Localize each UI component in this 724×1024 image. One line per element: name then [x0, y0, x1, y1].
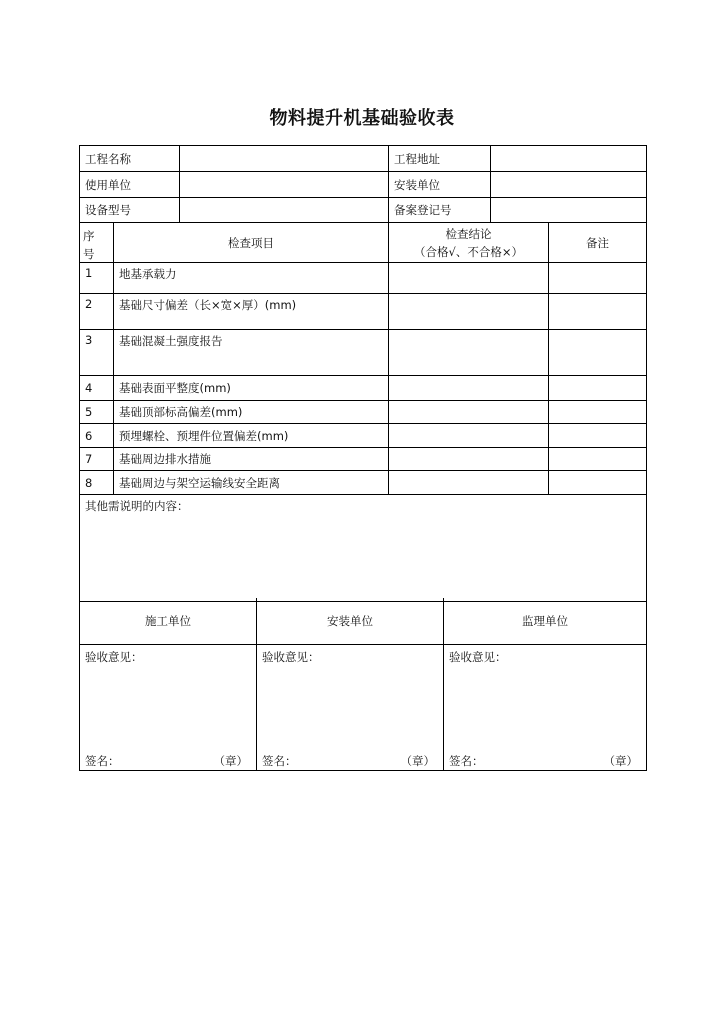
supervision-unit-header: 监理单位 — [444, 598, 647, 644]
item-no: 3 — [80, 330, 114, 376]
signoff-table — [79, 598, 647, 771]
item-header: 检查项目 — [114, 223, 389, 263]
conclusion-field[interactable] — [389, 330, 549, 376]
project-name-label: 工程名称 — [80, 146, 180, 172]
seq-header-top: 序 — [83, 228, 95, 243]
construction-opinion-cell[interactable] — [80, 644, 257, 770]
item-label: 预埋螺栓、预埋件位置偏差(mm) — [114, 424, 389, 448]
conclusion-field[interactable] — [389, 424, 549, 448]
remarks-field[interactable] — [549, 294, 647, 330]
remarks-field[interactable] — [549, 424, 647, 448]
item-label: 地基承载力 — [114, 263, 389, 294]
sign-label: 签名： — [85, 753, 120, 768]
page-title: 物料提升机基础验收表 — [269, 108, 455, 129]
item-label: 基础顶部标高偏差(mm) — [114, 401, 389, 424]
item-no: 1 — [80, 263, 114, 294]
project-name-field[interactable] — [180, 146, 389, 172]
user-unit-field[interactable] — [180, 172, 389, 198]
remarks-header: 备注 — [549, 223, 647, 263]
item-no: 2 — [80, 294, 114, 330]
conclusion-field[interactable] — [389, 263, 549, 294]
other-notes[interactable] — [80, 495, 647, 602]
equipment-model-label: 设备型号 — [80, 198, 180, 223]
remarks-field[interactable] — [549, 448, 647, 471]
other-notes-label: 其他需说明的内容： — [85, 499, 189, 513]
remarks-field[interactable] — [549, 376, 647, 401]
conclusion-field[interactable] — [389, 448, 549, 471]
item-no: 7 — [80, 448, 114, 471]
item-no: 4 — [80, 376, 114, 401]
remarks-field[interactable] — [549, 330, 647, 376]
remarks-field[interactable] — [549, 263, 647, 294]
install-opinion-cell[interactable] — [257, 644, 444, 770]
seal-label: （章） — [400, 753, 435, 768]
seal-label: （章） — [213, 753, 248, 768]
conclusion-field[interactable] — [389, 294, 549, 330]
conclusion-field[interactable] — [389, 376, 549, 401]
install-unit-header: 安装单位 — [257, 598, 444, 644]
seal-label: （章） — [603, 753, 638, 768]
conclusion-title: 检查结论 — [445, 226, 492, 241]
conclusion-field[interactable] — [389, 401, 549, 424]
supervision-opinion-cell[interactable] — [444, 644, 647, 770]
item-no: 8 — [80, 471, 114, 495]
sign-label: 签名： — [262, 753, 297, 768]
project-address-label: 工程地址 — [389, 146, 491, 172]
opinion-label: 验收意见： — [449, 649, 507, 664]
item-label: 基础周边与架空运输线安全距离 — [114, 471, 389, 495]
remarks-field[interactable] — [549, 471, 647, 495]
item-label: 基础表面平整度(mm) — [114, 376, 389, 401]
conclusion-field[interactable] — [389, 471, 549, 495]
opinion-label: 验收意见： — [85, 649, 143, 664]
registration-no-label: 备案登记号 — [389, 198, 491, 223]
project-address-field[interactable] — [491, 146, 647, 172]
item-no: 5 — [80, 401, 114, 424]
item-label: 基础周边排水措施 — [114, 448, 389, 471]
conclusion-header — [389, 223, 549, 263]
item-no: 6 — [80, 424, 114, 448]
install-unit-field[interactable] — [491, 172, 647, 198]
user-unit-label: 使用单位 — [80, 172, 180, 198]
inspection-table — [79, 145, 647, 602]
seq-header — [80, 223, 114, 263]
registration-no-field[interactable] — [491, 198, 647, 223]
construction-unit-header: 施工单位 — [80, 598, 257, 644]
sign-label: 签名： — [449, 753, 484, 768]
item-label: 基础混凝土强度报告 — [114, 330, 389, 376]
conclusion-sub: （合格√、不合格×） — [414, 244, 523, 259]
seq-header-bottom: 号 — [83, 246, 95, 261]
item-label: 基础尺寸偏差（长×宽×厚）(mm) — [114, 294, 389, 330]
remarks-field[interactable] — [549, 401, 647, 424]
install-unit-label: 安装单位 — [389, 172, 491, 198]
equipment-model-field[interactable] — [180, 198, 389, 223]
opinion-label: 验收意见： — [262, 649, 320, 664]
